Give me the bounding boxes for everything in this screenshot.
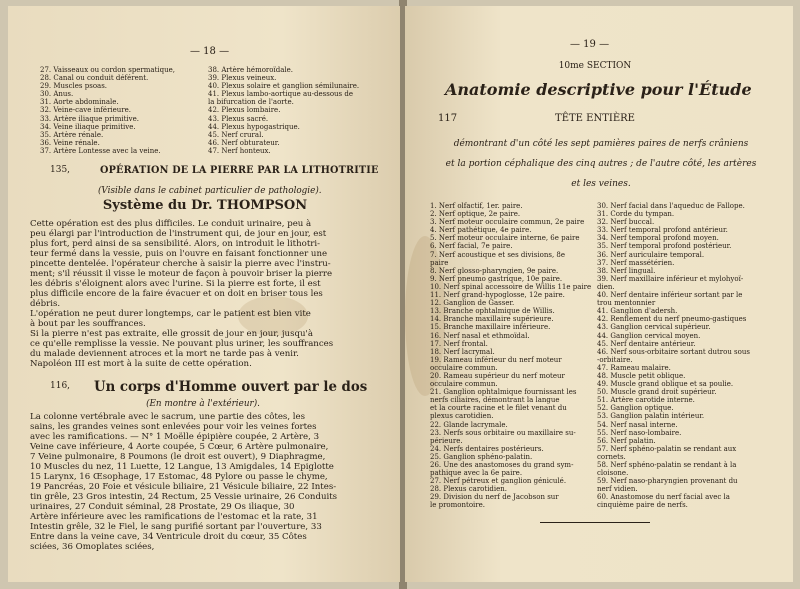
list-item: 3. Nerf moteur occulaire commun, 2e paire: [430, 218, 585, 227]
list-item: 26. Une des anastomoses du grand sym-: [430, 461, 574, 469]
text-line: plus difficile encore de la faire évacuer et on doit en briser tous les: [30, 289, 323, 299]
list-item: 43. Plexus sacré.: [208, 114, 269, 123]
left-list-column-a: [40, 66, 175, 155]
list-item: 22. Glande lacrymale.: [430, 420, 508, 429]
section-subtitle: (En montre à l'extérieur).: [146, 399, 260, 409]
list-item: 12. Ganglion de Gasser.: [430, 299, 515, 308]
right-page-number: — 19 —: [570, 39, 610, 50]
left-page: [8, 6, 400, 582]
list-item: nerf vidien.: [597, 485, 638, 494]
text-line: urinaires, 27 Conduit séminal, 28 Prostate, 29 Os iliaque, 30: [30, 502, 295, 512]
list-item: 44. Plexus hypogastrique.: [208, 122, 300, 131]
text-line: La colonne vertébrale avec le sacrum, une partie des côtes, les: [30, 412, 306, 422]
left-page-number: — 18 —: [190, 46, 230, 57]
section-title: OPÉRATION DE LA PIERRE PAR LA LITHOTRITIE: [100, 164, 379, 176]
list-item: 40. Plexus solaire et ganglion sémilunaire.: [208, 82, 360, 91]
text-line: à bout par les souffrances.: [30, 319, 146, 329]
text-line: démontrant d'un côté les sept pamières paires de nerfs crâniens: [453, 139, 749, 149]
item-description: [420, 134, 782, 194]
text-line: Artère inférieure avec les ramifications de l'estomac et la rate, 31: [30, 512, 318, 522]
list-item: 59. Nerf naso-pharyngien provenant du: [597, 477, 738, 486]
list-item: la bifurcation de l'aorte.: [208, 98, 294, 107]
list-item: 6. Nerf facial, 7e paire.: [430, 242, 513, 251]
text-line: peu élargi par l'introduction de l'instrument qui, de jour en jour, est: [30, 229, 327, 239]
text-line: Napoléon III est mort à la suite de cette opération.: [30, 359, 252, 369]
text-line: et la portion céphalique des cinq autres ; de l'autre côté, les artères: [445, 159, 757, 169]
text-line: plus fort, perd ainsi de sa sensibilité. Alors, on introduit le lithotri-: [30, 239, 321, 249]
text-line: teur fermé dans la vessie, puis on l'ouvre en faisant fonctionner une: [30, 249, 328, 259]
text-line: 15 Larynx, 16 Œsophage, 17 Estomac, 48 Pylore ou passe le chyme,: [30, 472, 328, 482]
left-list-column-b: [208, 66, 359, 155]
section-body: [30, 219, 376, 369]
list-item: -orbitaire.: [597, 355, 633, 364]
section-number: 135,: [50, 165, 71, 175]
list-item: 29. Division du nerf de Jacobson sur: [430, 493, 559, 502]
list-item: 38. Artère hémoroïdale.: [208, 66, 293, 74]
list-item: 35. Nerf temporal profond postérieur.: [597, 242, 732, 251]
closing-rule: [540, 522, 650, 523]
list-item: 9. Nerf pneumo gastrique, 10e paire.: [430, 274, 563, 283]
list-item: 46. Nerf sous-orbitaire sortant dutrou sous: [597, 347, 750, 356]
list-item: 30. Anus.: [40, 90, 74, 99]
list-item: 55. Nerf naso-lombaire.: [597, 428, 682, 437]
list-item: le promontoire.: [430, 501, 485, 510]
text-line: L'opération ne peut durer longtemps, car le patient est bien vite: [30, 309, 311, 319]
section-system: Système du Dr. THOMPSON: [102, 198, 308, 213]
list-item: cloisone.: [597, 469, 629, 478]
item-title: TÊTE ENTIÈRE: [555, 113, 635, 124]
text-line: Veine cave inférieure, 4 Aorte coupée, 5 Cœur, 6 Artère pulmonaire,: [30, 442, 329, 452]
list-item: 13. Branche ophtalmique de Willis.: [430, 307, 555, 316]
list-item: 34. Veine iliaque primitive.: [40, 122, 136, 131]
list-item: occulaire commun.: [430, 363, 498, 372]
list-item: 28. Canal ou conduit déférent.: [40, 74, 149, 83]
list-item: 21. Ganglion ophtalmique fournissant les: [430, 388, 577, 397]
list-item: 45. Nerf crural.: [208, 130, 264, 139]
text-line: du malade deviennent atroces et la mort ne tarde pas à venir.: [30, 349, 299, 359]
list-item: paire: [430, 258, 449, 267]
list-item: 5. Nerf moteur occulaire interne, 6e paire: [430, 234, 580, 243]
text-line: et les veines.: [571, 179, 631, 189]
list-item: 31. Corde du tympan.: [597, 210, 675, 219]
text-line: ce qu'elle remplisse la vessie. Ne pouvant plus uriner, les souffrances: [30, 339, 334, 349]
text-line: ment; s'il réussit il visse le moteur de façon à pouvoir briser la pierre: [30, 269, 333, 279]
list-item: 39. Plexus veineux.: [208, 74, 277, 83]
text-line: Si la pierre n'est pas extraite, elle grossit de jour en jour, jusqu'à: [30, 329, 314, 339]
list-item: 29. Muscles psoas.: [40, 82, 108, 91]
list-item: 35. Artère rénale.: [40, 130, 104, 139]
list-item: 24. Nerfs dentaires postérieurs.: [430, 444, 544, 453]
list-item: 42. Plexus lombaire.: [208, 106, 281, 115]
list-item: 8. Nerf glosso-pharyngien, 9e paire.: [430, 266, 559, 275]
list-item: 38. Nerf lingual.: [597, 266, 656, 275]
section-number: 116,: [50, 381, 71, 391]
list-item: 36. Nerf auriculaire temporal.: [597, 250, 705, 259]
list-item: 43. Ganglion cervical supérieur.: [597, 323, 711, 332]
list-item: 45. Nerf dentaire antérieur.: [597, 339, 696, 348]
list-item: 2. Nerf optique, 2e paire.: [430, 210, 521, 219]
list-item: 46. Nerf obturateur.: [208, 138, 280, 147]
list-item: 20. Rameau supérieur du nerf moteur: [430, 371, 565, 380]
list-item: pathique avec la 6e paire.: [430, 469, 523, 478]
list-item: 1. Nerf olfactif, 1er. paire.: [430, 202, 523, 210]
item-number: 117: [438, 113, 458, 124]
list-item: 47. Rameau malaire.: [597, 363, 671, 372]
list-item: 4. Nerf pathétique, 4e paire.: [430, 226, 532, 235]
list-item: 16. Nerf nasal et ethmoïdal.: [430, 331, 530, 340]
list-item: occulaire commun.: [430, 380, 498, 389]
text-line: 10 Muscles du nez, 11 Luette, 12 Langue, 13 Amigdales, 14 Epiglotte: [30, 462, 334, 472]
list-item: 27. Nerf pétreux et ganglion géniculé.: [430, 477, 567, 486]
list-item: 32. Veine-cave inférieure.: [40, 106, 132, 115]
right-list-column-a: [430, 202, 591, 510]
list-item: 7. Nerf acoustique et ses divisions, 8e: [430, 250, 565, 259]
list-item: dien.: [597, 282, 615, 291]
list-item: 36. Veine rénale.: [40, 138, 100, 147]
list-item: 17. Nerf frontal.: [430, 339, 488, 348]
list-item: 39. Nerf maxillaire inférieur et mylohyoï-: [597, 274, 744, 283]
section-label: 10me SECTION: [558, 61, 632, 71]
text-line: Intestin grêle, 32 le Fiel, le sang purifié sortant par l'ouverture, 33: [30, 522, 322, 532]
section-subtitle: (Visible dans le cabinet particulier de pathologie).: [98, 186, 322, 196]
list-item: 23. Nerfs sous orbitaire ou maxillaire su-: [430, 428, 576, 437]
list-item: 19. Rameau inférieur du nerf moteur: [430, 355, 562, 364]
text-line: 7 Veine pulmonaire, 8 Poumons (le droit est ouvert), 9 Diaphragme,: [30, 452, 326, 462]
list-item: 51. Artère carotide interne.: [597, 396, 695, 405]
list-item: 33. Nerf temporal profond antérieur.: [597, 226, 728, 235]
list-item: 33. Artère iliaque primitive.: [40, 114, 139, 123]
list-item: 18. Nerf lacrymal.: [430, 347, 495, 356]
list-item: 54. Nerf nasal interne.: [597, 420, 678, 429]
list-item: 41. Ganglion d'adersh.: [597, 307, 678, 316]
list-item: 49. Muscle grand oblique et sa poulie.: [597, 380, 734, 389]
text-line: avec les ramifications. — N° 1 Moëlle épipière coupée, 2 Artère, 3: [30, 432, 320, 442]
text-line: Cette opération est des plus difficiles. Le conduit urinaire, peu à: [30, 219, 312, 229]
list-item: cornets.: [597, 452, 626, 461]
text-line: les débris s'éloignent alors avec l'urine. Si la pierre est forte, il est: [30, 279, 321, 289]
list-item: périeure.: [430, 436, 463, 445]
right-list-column-b: [597, 202, 750, 510]
page-title: Anatomie descriptive pour l'Étude: [445, 80, 752, 99]
list-item: 30. Nerf facial dans l'aqueduc de Fallope.: [597, 202, 745, 210]
list-item: 57. Nerf sphéno-palatin se rendant aux: [597, 444, 737, 453]
text-line: sains, les grandes veines sont enlevées pour voir les veines fortes: [30, 422, 317, 432]
list-item: 11. Nerf grand-hypoglosse, 12e paire.: [430, 291, 565, 300]
list-item: 50. Muscle grand droit supérieur.: [597, 388, 717, 397]
list-item: 31. Aorte abdominale.: [40, 98, 119, 107]
list-item: 37. Nerf massétérien.: [597, 258, 675, 267]
section-body: [30, 412, 376, 552]
list-item: 48. Muscle petit oblique.: [597, 371, 686, 380]
list-item: 32. Nerf buccal.: [597, 218, 655, 227]
list-item: 52. Ganglion optique.: [597, 404, 674, 413]
list-item: 14. Branche maxillaire supérieure.: [430, 315, 554, 324]
list-item: 41. Plexus lambo-aortique au-dessous de: [208, 90, 353, 99]
text-line: débris.: [30, 299, 61, 309]
text-line: pincette dentelée. l'opérateur cherche à saisir la pierre avec l'instru-: [30, 259, 331, 269]
list-item: et la courte racine et le filet venant du: [430, 404, 567, 413]
list-item: 40. Nerf dentaire inférieur sortant par le: [597, 291, 743, 300]
list-item: 27. Vaisseaux ou cordon spermatique,: [40, 66, 176, 74]
list-item: 28. Plexus carotidien.: [430, 485, 508, 494]
list-item: plexus carotidien.: [430, 412, 494, 421]
list-item: 25. Ganglion sphéno-palatin.: [430, 452, 533, 461]
list-item: 56. Nerf palatin.: [597, 436, 656, 445]
list-item: 37. Artère Lontesse avec la veine.: [40, 146, 161, 155]
list-item: 58. Nerf sphéno-palatin se rendant à la: [597, 461, 737, 469]
list-item: 47. Nerf honteux.: [208, 146, 271, 155]
text-line: Entre dans la veine cave, 34 Ventricule droit du cœur, 35 Côtes: [30, 532, 307, 542]
list-item: trou mentonnier: [597, 299, 656, 308]
right-page: [405, 6, 793, 582]
text-line: sciées, 36 Omoplates sciées,: [30, 542, 155, 552]
list-item: nerfs ciliaires, démontrant la langue: [430, 396, 560, 405]
text-line: tin grêle, 23 Gros intestin, 24 Rectum, 25 Vessie urinaire, 26 Conduits: [30, 492, 338, 502]
list-item: 53. Ganglion palatin intérieur.: [597, 412, 705, 421]
list-item: 15. Branche maxillaire inférieure.: [430, 323, 551, 332]
list-item: 34. Nerf temporal profond moyen.: [597, 234, 719, 243]
list-item: 10. Nerf spinal accessoire de Willis 11e paire: [430, 282, 592, 291]
list-item: 42. Renflement du nerf pneumo-gastiques: [597, 315, 747, 324]
list-item: 60. Anastomose du nerf facial avec la: [597, 493, 730, 502]
list-item: 44. Ganglion cervical moyen.: [597, 331, 701, 340]
text-line: 19 Pancréas, 20 Foie et vésicule biliaire, 21 Vésicule biliaire, 22 Intes-: [30, 482, 337, 492]
list-item: cinquième paire de nerfs.: [597, 501, 688, 510]
section-title: Un corps d'Homme ouvert par le dos: [94, 379, 368, 395]
